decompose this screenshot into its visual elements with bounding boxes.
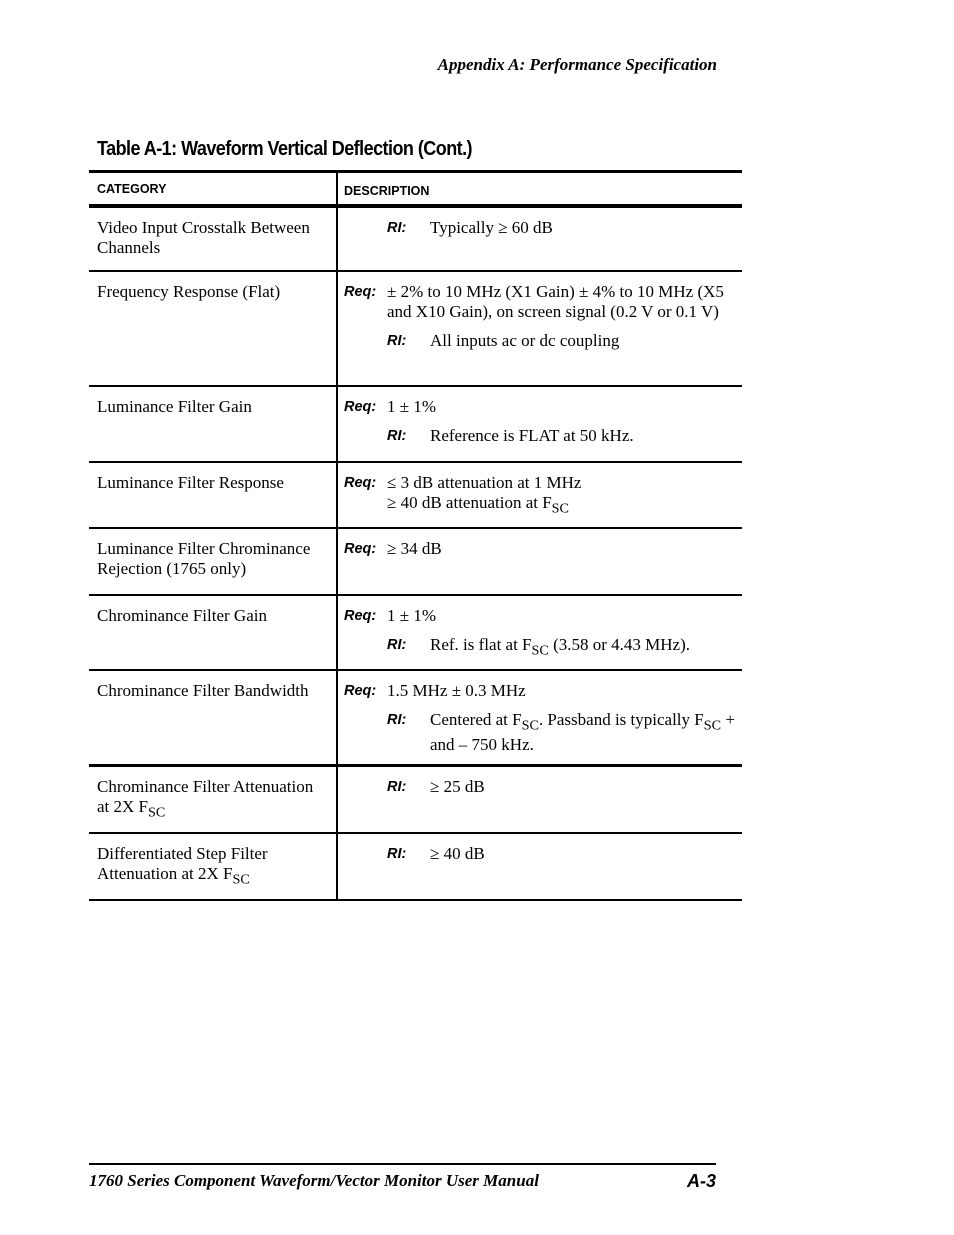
ri-label: RI:: [387, 779, 407, 795]
ri-text-part: Ref. is flat at F: [430, 635, 532, 654]
row-category: [89, 834, 338, 899]
column-header-category: CATEGORY: [89, 173, 338, 204]
table-row: [89, 671, 742, 767]
subscript-sc: SC: [531, 642, 549, 659]
ri-label: RI:: [387, 637, 407, 653]
column-header-description: DESCRIPTION: [344, 184, 430, 198]
ri-label: RI:: [387, 428, 407, 444]
row-category: [89, 767, 338, 832]
req-label: Req:: [344, 541, 377, 557]
row-category: Luminance Filter Gain: [89, 387, 338, 461]
ri-text: ≥ 25 dB: [430, 777, 485, 796]
table-row: [89, 272, 742, 387]
req-label: Req:: [344, 683, 377, 699]
ri-text-part: + and – 750 kHz.: [430, 710, 735, 755]
req-line: [344, 606, 736, 626]
row-description: [338, 272, 742, 385]
subscript-sc: SC: [551, 500, 569, 517]
req-line: [344, 681, 736, 701]
req-line: [344, 473, 736, 518]
row-description: [338, 529, 742, 594]
row-category: Video Input Crosstalk Between Channels: [89, 208, 338, 270]
req-text: 1.5 MHz ± 0.3 MHz: [387, 681, 526, 700]
req-label: Req:: [344, 284, 377, 300]
running-header: Appendix A: Performance Specification: [437, 55, 717, 74]
subscript-sc: SC: [232, 871, 250, 888]
row-category: Frequency Response (Flat): [89, 272, 338, 385]
req-line: [344, 397, 736, 417]
table-row: [89, 463, 742, 529]
subscript-sc: SC: [148, 804, 166, 821]
category-text: Differentiated Step Filter Attenuation at 2X F: [97, 844, 268, 883]
table-row: [89, 529, 742, 596]
subscript-sc: SC: [521, 717, 539, 734]
page-number: A-3: [686, 1171, 716, 1191]
row-description: [338, 387, 742, 461]
req-label: Req:: [344, 608, 377, 624]
ri-text-part: . Passband is typically F: [538, 710, 704, 729]
ri-line: [344, 218, 736, 238]
ri-text: [430, 710, 736, 755]
ri-label: RI:: [387, 846, 407, 862]
req-text: 1 ± 1%: [387, 606, 436, 625]
row-description: [338, 463, 742, 527]
category-text: Chrominance Filter Attenuation at 2X F: [97, 777, 314, 816]
req-text: ≥ 34 dB: [387, 539, 442, 558]
req-text: 1 ± 1%: [387, 397, 436, 416]
ri-text: Typically ≥ 60 dB: [430, 218, 553, 237]
table-row: [89, 208, 742, 272]
req-text-line-2: ≥ 40 dB attenuation at F: [387, 493, 552, 512]
ri-label: RI:: [387, 712, 407, 728]
ri-text-part: Centered at F: [430, 710, 522, 729]
ri-line: [344, 710, 736, 755]
ri-label: RI:: [387, 220, 407, 236]
row-category: Chrominance Filter Gain: [89, 596, 338, 669]
table-row: [89, 767, 742, 834]
ri-line: [344, 635, 736, 660]
req-text: ± 2% to 10 MHz (X1 Gain) ± 4% to 10 MHz (X5 and X10 Gain), on screen signal (0.2 V or 0.1 V): [387, 282, 724, 321]
footer-rule: [89, 1163, 716, 1165]
req-line: [344, 282, 736, 322]
row-description: [338, 834, 742, 899]
row-description: [338, 671, 742, 764]
ri-text: [430, 635, 736, 660]
row-category: Luminance Filter Chrominance Rejection (1765 only): [89, 529, 338, 594]
table-title: Table A-1: Waveform Vertical Deflection (Cont.): [97, 138, 473, 160]
ri-text: All inputs ac or dc coupling: [430, 331, 620, 350]
ri-text: Reference is FLAT at 50 kHz.: [430, 426, 634, 445]
req-label: Req:: [344, 399, 377, 415]
req-line: [344, 539, 736, 559]
table-row: [89, 834, 742, 901]
spec-table: [89, 170, 742, 901]
table-header-row: [89, 170, 742, 208]
table-row: [89, 387, 742, 463]
footer-title: 1760 Series Component Waveform/Vector Monitor User Manual: [89, 1171, 539, 1190]
ri-line: [344, 777, 736, 797]
ri-text-part: (3.58 or 4.43 MHz).: [548, 635, 691, 654]
table-row: [89, 596, 742, 671]
row-description: [338, 208, 742, 270]
req-text-line-1: ≤ 3 dB attenuation at 1 MHz: [387, 473, 582, 492]
subscript-sc: SC: [703, 717, 722, 734]
row-description: [338, 767, 742, 832]
row-category: Chrominance Filter Bandwidth: [89, 671, 338, 764]
ri-line: [344, 426, 736, 446]
req-label: Req:: [344, 475, 377, 491]
ri-label: RI:: [387, 333, 407, 349]
ri-line: [344, 844, 736, 864]
ri-line: [344, 331, 736, 351]
row-description: [338, 596, 742, 669]
row-category: Luminance Filter Response: [89, 463, 338, 527]
req-text: [387, 473, 736, 518]
ri-text: ≥ 40 dB: [430, 844, 485, 863]
